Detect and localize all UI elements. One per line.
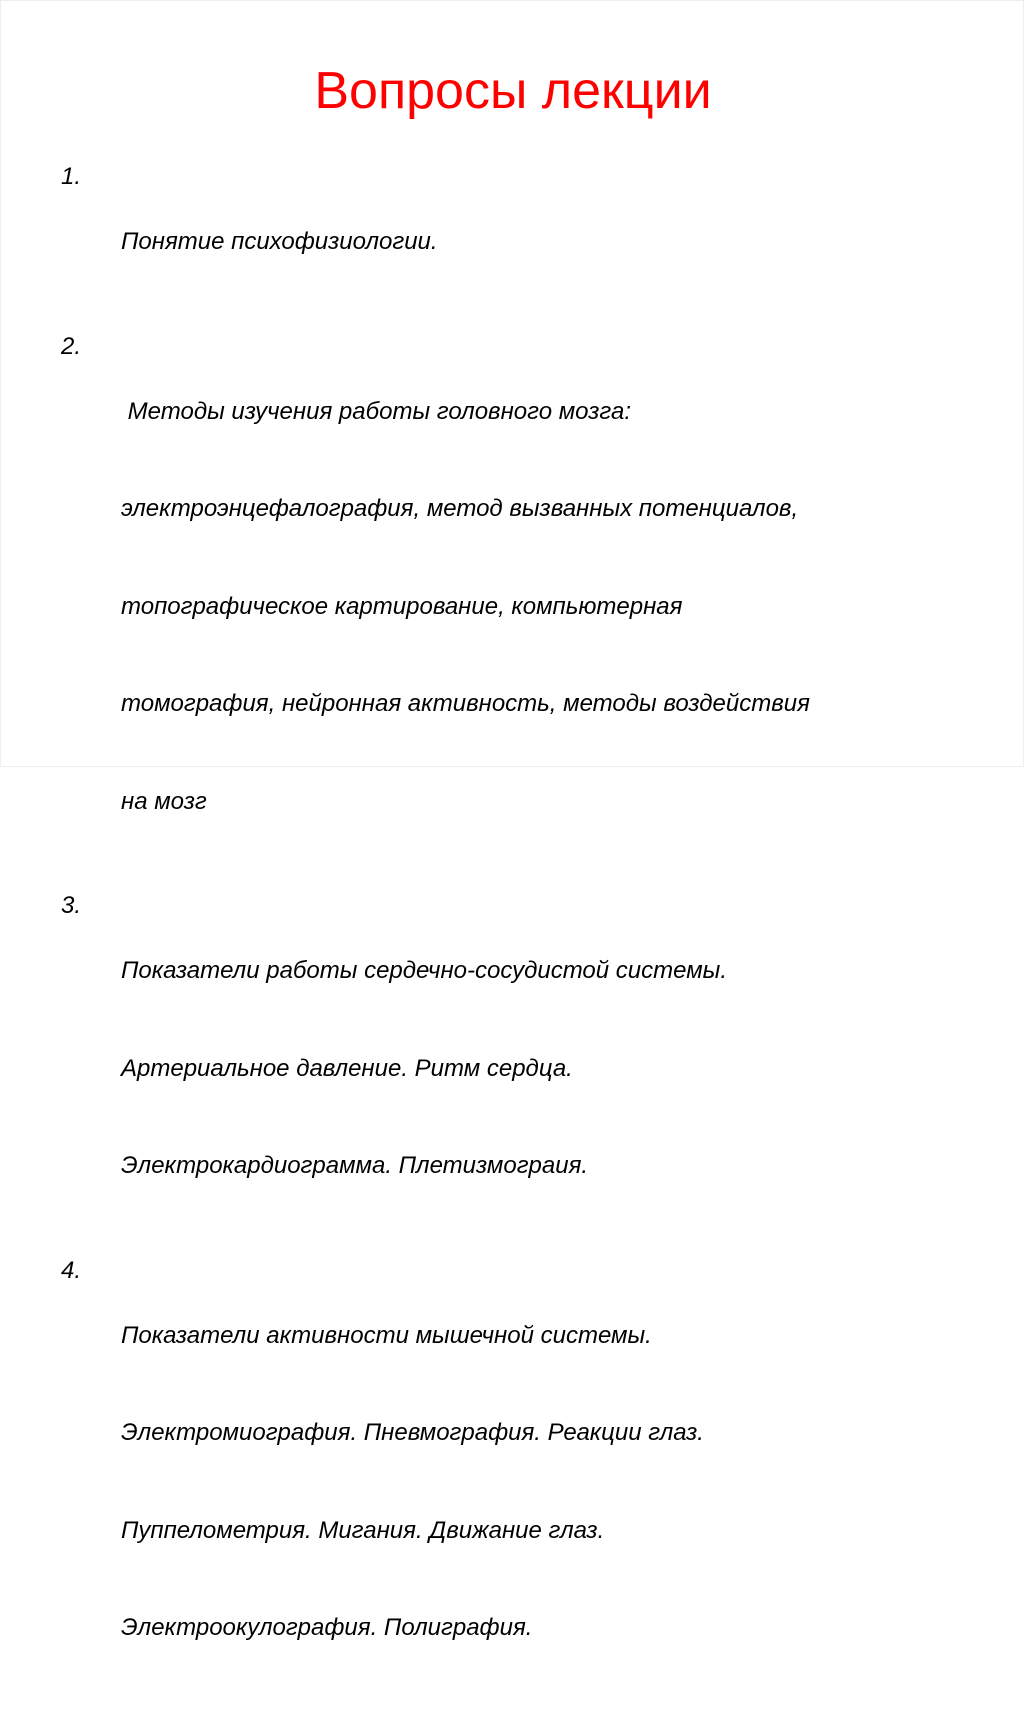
list-item: [61, 161, 961, 324]
list-item-line: Артериальное давление. Ритм сердца.: [121, 1054, 573, 1082]
list-item-line: Понятие психофизиологии.: [121, 228, 438, 255]
list-item-number: 1.: [61, 163, 82, 190]
list-item-line: Пуппелометрия. Мигания. Движание глаз.: [121, 1516, 605, 1544]
list-item-text: [121, 1255, 961, 1710]
list-item-line: на мозг: [121, 787, 207, 815]
list-item-line: Электромиография. Пневмография. Реакции глаз.: [121, 1419, 704, 1446]
list-item-line: Электрокардиограмма. Плетизмограия.: [121, 1152, 589, 1179]
list-item-text: [121, 331, 961, 884]
list-item-line: Электроокулография. Полиграфия.: [121, 1614, 533, 1641]
lecture-questions-list: [61, 161, 961, 1710]
slide-title: Вопросы лекции: [314, 62, 712, 120]
list-item-number: 2.: [61, 332, 82, 360]
list-item-number: 4.: [61, 1256, 82, 1284]
list-item: [61, 331, 961, 884]
list-item-line: электроэнцефалография, метод вызванных потенциалов,: [121, 495, 799, 522]
list-item: [61, 890, 961, 1248]
list-item-number: 3.: [61, 892, 82, 919]
list-item-text: [121, 161, 961, 324]
list-item-line: Показатели работы сердечно-сосудистой системы.: [121, 957, 727, 984]
list-item-line: топографическое картирование, компьютерная: [121, 592, 683, 620]
list-item-text: [121, 890, 961, 1248]
list-item-line: Методы изучения работы головного мозга:: [121, 397, 631, 425]
list-item-line: томография, нейронная активность, методы воздействия: [121, 690, 810, 717]
list-item: [61, 1255, 961, 1710]
list-item-line: Показатели активности мышечной системы.: [121, 1321, 652, 1349]
